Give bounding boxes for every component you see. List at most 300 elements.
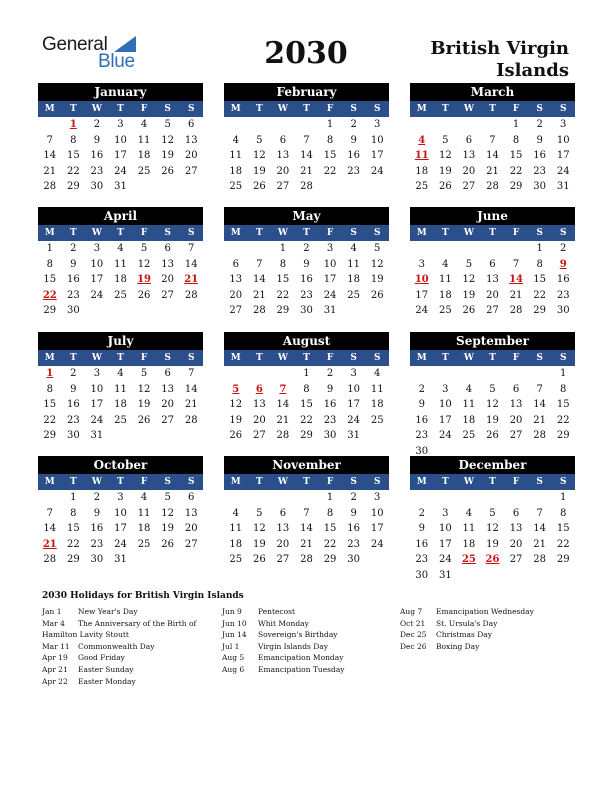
- day: 20: [184, 150, 198, 161]
- day: 10: [438, 523, 452, 534]
- day: 20: [462, 165, 476, 177]
- holiday-name: Emancipation Tuesday: [258, 664, 345, 674]
- day: 5: [164, 492, 171, 503]
- holiday-name: Emancipation Monday: [258, 653, 344, 663]
- day: 2: [70, 368, 77, 379]
- weekday-label: S: [374, 228, 381, 238]
- day: 22: [43, 414, 57, 426]
- weekday-label: T: [256, 104, 263, 114]
- day: 2: [350, 119, 357, 130]
- day: 13: [161, 258, 174, 270]
- weekday-label: F: [512, 104, 520, 114]
- weekday-label: F: [140, 104, 148, 114]
- day: 10: [90, 258, 104, 270]
- day: 22: [556, 414, 570, 426]
- day: 12: [438, 150, 452, 161]
- day: 19: [161, 150, 174, 161]
- weekday-header: [410, 474, 575, 490]
- weekday-label: S: [164, 353, 171, 363]
- day: 17: [114, 523, 127, 534]
- day: 18: [229, 165, 243, 177]
- day: 6: [188, 492, 195, 503]
- day: 5: [374, 243, 381, 254]
- day: 31: [114, 181, 127, 192]
- day-grid: [224, 490, 389, 568]
- day: 28: [184, 289, 198, 301]
- day: 14: [43, 523, 57, 534]
- holiday-name: Emancipation Wednesday: [436, 607, 534, 616]
- day: 5: [256, 507, 263, 519]
- weekday-label: M: [416, 477, 427, 487]
- weekday-label: S: [374, 104, 381, 114]
- holiday-row: [400, 618, 580, 630]
- day: 30: [90, 554, 104, 565]
- weekday-label: S: [560, 104, 567, 114]
- weekday-label: F: [326, 353, 334, 363]
- weekday-label: T: [117, 353, 124, 363]
- holiday-day: 19: [137, 274, 152, 285]
- weekday-label: T: [117, 477, 124, 487]
- weekday-label: T: [489, 228, 496, 238]
- day: 21: [252, 289, 266, 301]
- day: 5: [489, 507, 496, 519]
- weekday-label: M: [44, 228, 55, 238]
- day: 6: [232, 258, 239, 270]
- weekday-label: F: [140, 228, 148, 238]
- holiday-date: Jun 10: [222, 618, 247, 628]
- day: 3: [350, 368, 357, 379]
- day: 18: [114, 399, 127, 410]
- day: 5: [164, 119, 171, 130]
- day: 7: [303, 507, 310, 519]
- holiday-day: 14: [509, 274, 524, 285]
- weekday-label: S: [560, 477, 567, 487]
- day: 23: [556, 289, 570, 301]
- month-october: [38, 456, 203, 568]
- weekday-label: T: [117, 104, 124, 114]
- day: 29: [43, 430, 57, 441]
- weekday-label: M: [44, 104, 55, 114]
- day: 16: [300, 274, 313, 285]
- holiday-name: Easter Monday: [78, 676, 136, 686]
- month-title: January: [38, 83, 203, 101]
- weekday-label: W: [463, 104, 474, 114]
- day: 28: [533, 554, 546, 565]
- day: 26: [161, 538, 174, 550]
- empty-day: [248, 241, 272, 257]
- holiday-date: Dec 25: [400, 630, 427, 640]
- day: 14: [300, 523, 313, 534]
- holiday-name: Whit Monday: [258, 618, 309, 628]
- day: 26: [370, 289, 384, 301]
- day: 10: [370, 134, 384, 146]
- day: 12: [370, 258, 384, 270]
- day: 8: [326, 134, 334, 146]
- weekday-label: T: [303, 477, 310, 487]
- weekday-label: T: [70, 228, 77, 238]
- day: 19: [161, 523, 174, 534]
- day: 1: [560, 368, 567, 379]
- day: 4: [140, 119, 148, 130]
- weekday-label: S: [536, 228, 543, 238]
- day: 22: [66, 165, 80, 177]
- month-june: [410, 207, 575, 319]
- holiday-date: Aug 5: [222, 653, 245, 663]
- day: 13: [486, 274, 499, 285]
- day: 12: [462, 274, 476, 285]
- day: 16: [533, 150, 546, 161]
- day: 16: [415, 414, 429, 426]
- holiday-column: [400, 606, 580, 652]
- weekday-label: S: [536, 353, 543, 363]
- day-grid: [410, 117, 575, 195]
- day: 29: [43, 305, 57, 316]
- day: 11: [114, 383, 127, 395]
- day: 13: [509, 399, 523, 410]
- day: 13: [509, 523, 523, 534]
- empty-day: [295, 490, 319, 506]
- day: 14: [43, 150, 57, 161]
- day: 21: [533, 538, 546, 550]
- weekday-header: [224, 350, 389, 366]
- day: 30: [533, 181, 546, 192]
- day: 4: [442, 258, 449, 270]
- day: 24: [114, 538, 127, 550]
- day: 7: [536, 507, 543, 519]
- empty-day: [528, 490, 552, 506]
- day: 15: [556, 523, 570, 534]
- day: 13: [184, 134, 198, 146]
- empty-day: [224, 366, 248, 382]
- day: 24: [90, 414, 104, 426]
- day: 13: [184, 507, 198, 519]
- weekday-label: T: [70, 477, 77, 487]
- day: 14: [276, 399, 290, 410]
- day: 19: [252, 165, 266, 177]
- day: 21: [300, 165, 313, 177]
- month-february: [224, 83, 389, 195]
- day: 6: [465, 134, 473, 146]
- day: 26: [462, 305, 476, 316]
- day: 25: [462, 430, 476, 441]
- holiday-date: Apr 19: [42, 653, 68, 663]
- day: 30: [90, 181, 104, 192]
- weekday-label: S: [374, 353, 381, 363]
- empty-day: [224, 241, 248, 257]
- day: 24: [438, 430, 452, 441]
- day: 5: [465, 258, 473, 270]
- empty-day: [38, 117, 62, 133]
- day: 12: [252, 150, 266, 161]
- weekday-label: W: [91, 104, 102, 114]
- day: 14: [184, 383, 198, 395]
- day: 7: [188, 368, 195, 379]
- day: 2: [418, 507, 425, 519]
- day: 25: [415, 181, 429, 192]
- day: 10: [323, 258, 337, 270]
- day: 19: [486, 538, 499, 550]
- empty-day: [271, 117, 295, 133]
- holiday-row: [222, 606, 402, 618]
- holiday-day: 11: [414, 150, 429, 161]
- month-may: [224, 207, 389, 319]
- weekday-label: S: [350, 477, 357, 487]
- empty-day: [457, 117, 481, 133]
- day: 2: [418, 383, 425, 395]
- day: 29: [300, 430, 313, 441]
- day: 28: [486, 181, 499, 192]
- day: 23: [533, 165, 546, 177]
- day: 11: [137, 507, 151, 519]
- weekday-label: S: [536, 104, 543, 114]
- day: 17: [370, 150, 384, 161]
- day: 22: [66, 538, 80, 550]
- day: 24: [438, 554, 452, 565]
- empty-day: [434, 117, 458, 133]
- holiday-date: Jan 1: [42, 607, 62, 616]
- day: 19: [486, 414, 499, 426]
- day: 18: [438, 289, 452, 301]
- day-grid: [224, 366, 389, 444]
- day: 27: [509, 430, 523, 441]
- day: 9: [70, 258, 77, 270]
- day: 28: [533, 430, 546, 441]
- day: 17: [370, 523, 384, 534]
- weekday-label: S: [350, 353, 357, 363]
- holiday-day: 5: [232, 383, 240, 395]
- day: 2: [326, 368, 334, 379]
- month-september: [410, 332, 575, 459]
- day: 29: [276, 305, 290, 316]
- day: 6: [188, 119, 195, 130]
- day-grid: [410, 241, 575, 319]
- empty-day: [528, 366, 552, 382]
- day: 1: [279, 243, 287, 254]
- month-august: [224, 332, 389, 444]
- holiday-day: 10: [414, 274, 429, 285]
- day: 21: [300, 538, 313, 550]
- empty-day: [248, 117, 272, 133]
- day: 4: [465, 383, 473, 395]
- holiday-date: Dec 26: [400, 641, 427, 651]
- day: 14: [533, 523, 546, 534]
- day: 15: [300, 399, 313, 410]
- day: 13: [276, 523, 290, 534]
- day: 13: [252, 399, 266, 410]
- weekday-label: T: [442, 477, 449, 487]
- day: 18: [462, 414, 476, 426]
- day: 12: [161, 507, 174, 519]
- day: 3: [93, 368, 101, 379]
- day: 17: [415, 289, 429, 301]
- weekday-label: W: [277, 477, 288, 487]
- day: 8: [560, 383, 567, 395]
- day-grid: [410, 366, 575, 459]
- weekday-label: S: [536, 477, 543, 487]
- month-november: [224, 456, 389, 568]
- empty-day: [271, 366, 295, 382]
- month-title: July: [38, 332, 203, 350]
- holiday-date: Mar 11: [42, 641, 70, 651]
- holiday-name: The Anniversary of the Birth of: [78, 618, 197, 628]
- day: 17: [347, 399, 360, 410]
- day: 3: [442, 383, 449, 395]
- day: 20: [276, 165, 290, 177]
- day: 20: [509, 414, 523, 426]
- day: 23: [347, 165, 360, 177]
- day: 29: [533, 305, 546, 316]
- day: 17: [114, 150, 127, 161]
- day: 9: [303, 258, 310, 270]
- day: 9: [418, 523, 425, 534]
- empty-day: [410, 117, 434, 133]
- day: 18: [415, 165, 429, 177]
- day: 7: [256, 258, 263, 270]
- day: 9: [350, 507, 357, 519]
- empty-day: [410, 241, 434, 257]
- day: 23: [90, 165, 104, 177]
- holiday-date: Jun 14: [222, 630, 247, 640]
- day: 28: [276, 430, 290, 441]
- day: 28: [252, 305, 266, 316]
- empty-day: [504, 366, 528, 382]
- day: 26: [252, 554, 266, 565]
- day: 4: [374, 368, 381, 379]
- empty-day: [434, 241, 458, 257]
- day: 30: [66, 305, 80, 316]
- day: 31: [114, 554, 127, 565]
- month-title: February: [224, 83, 389, 101]
- day: 10: [347, 383, 360, 395]
- day-grid: [38, 117, 203, 195]
- month-title: October: [38, 456, 203, 474]
- day: 1: [326, 119, 334, 130]
- holiday-day: 9: [559, 258, 567, 270]
- empty-day: [504, 490, 528, 506]
- weekday-label: T: [117, 228, 124, 238]
- holiday-day: 26: [485, 554, 500, 565]
- day: 13: [229, 274, 243, 285]
- holiday-row: [400, 606, 580, 618]
- day: 10: [438, 399, 452, 410]
- day: 15: [323, 150, 337, 161]
- day: 15: [66, 150, 80, 161]
- weekday-label: S: [164, 104, 171, 114]
- weekday-label: W: [463, 353, 474, 363]
- day: 7: [188, 243, 195, 254]
- day: 9: [350, 134, 357, 146]
- day: 28: [43, 554, 57, 565]
- weekday-label: T: [489, 104, 496, 114]
- weekday-label: T: [256, 228, 263, 238]
- holiday-date: Jun 9: [222, 607, 242, 616]
- weekday-label: F: [140, 477, 148, 487]
- day: 9: [536, 134, 543, 146]
- weekday-label: T: [489, 353, 496, 363]
- day: 4: [140, 492, 148, 503]
- weekday-label: S: [560, 353, 567, 363]
- holiday-date: Apr 21: [42, 664, 68, 674]
- empty-day: [481, 490, 505, 506]
- day: 11: [137, 134, 151, 146]
- holiday-name: Good Friday: [78, 653, 125, 663]
- day: 3: [560, 119, 567, 130]
- day: 14: [533, 399, 546, 410]
- day: 5: [442, 134, 449, 146]
- day: 30: [415, 445, 429, 457]
- day: 6: [279, 507, 287, 519]
- day: 1: [46, 243, 53, 254]
- day: 7: [303, 134, 310, 146]
- weekday-label: W: [91, 228, 102, 238]
- weekday-label: F: [512, 477, 520, 487]
- day: 20: [161, 399, 174, 410]
- day: 12: [137, 383, 151, 395]
- day: 4: [350, 243, 357, 254]
- weekday-label: T: [442, 228, 449, 238]
- empty-day: [410, 490, 434, 506]
- day: 27: [462, 181, 476, 192]
- holiday-day: 6: [255, 383, 263, 395]
- weekday-label: T: [442, 104, 449, 114]
- day: 10: [90, 383, 104, 395]
- weekday-label: T: [256, 477, 263, 487]
- day: 24: [114, 165, 127, 177]
- holiday-day: 22: [42, 289, 57, 301]
- day: 24: [347, 414, 360, 426]
- day: 3: [93, 243, 101, 254]
- empty-day: [410, 366, 434, 382]
- day: 16: [66, 274, 80, 285]
- holiday-name: Pentecost: [258, 607, 296, 616]
- weekday-header: [410, 101, 575, 117]
- empty-day: [295, 117, 319, 133]
- day: 3: [117, 492, 124, 503]
- weekday-label: S: [374, 477, 381, 487]
- country-name: British Virgin Islands: [430, 38, 569, 81]
- day: 24: [323, 289, 337, 301]
- month-title: September: [410, 332, 575, 350]
- day: 19: [229, 414, 243, 426]
- holiday-row: [42, 676, 222, 688]
- holiday-name: Sovereign's Birthday: [258, 630, 338, 640]
- holiday-day: 25: [461, 554, 476, 565]
- month-april: [38, 207, 203, 319]
- day: 15: [43, 274, 57, 285]
- empty-day: [248, 366, 272, 382]
- day: 25: [370, 414, 384, 426]
- weekday-header: [38, 350, 203, 366]
- day-grid: [38, 366, 203, 444]
- day: 9: [93, 507, 101, 519]
- day: 14: [300, 150, 313, 161]
- day: 7: [46, 507, 53, 519]
- day: 6: [164, 368, 171, 379]
- weekday-label: T: [442, 353, 449, 363]
- day: 3: [418, 258, 425, 270]
- month-title: June: [410, 207, 575, 225]
- day: 27: [184, 538, 198, 550]
- weekday-label: W: [91, 353, 102, 363]
- day: 15: [509, 150, 523, 161]
- weekday-label: T: [70, 104, 77, 114]
- day: 23: [415, 554, 429, 565]
- day: 7: [536, 383, 543, 395]
- day: 18: [229, 538, 243, 550]
- day: 3: [374, 119, 381, 130]
- day: 23: [90, 538, 104, 550]
- weekday-label: S: [188, 104, 195, 114]
